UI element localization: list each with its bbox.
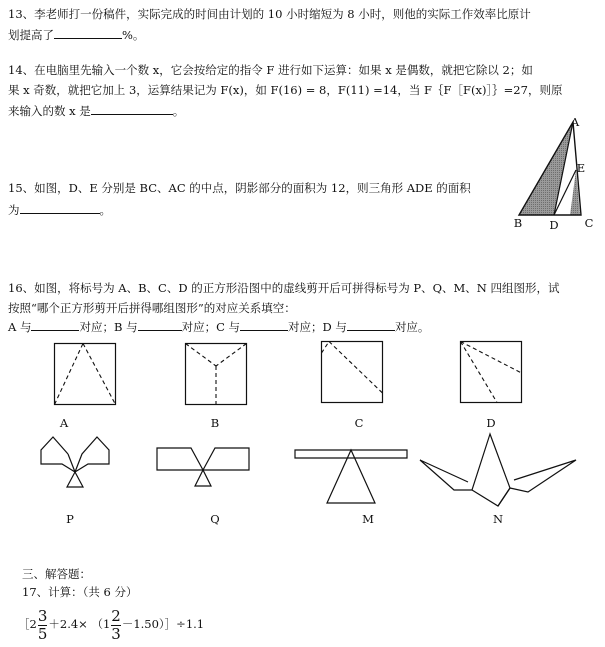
section3-heading: 三、解答题： (22, 567, 91, 581)
q17-title: 17、计算：（共 6 分） (22, 585, 138, 599)
q17-f2-den: 3 (111, 624, 121, 643)
q16-label-b: B (210, 416, 220, 430)
q14-line3-suffix: 。 (172, 104, 185, 118)
q17-f1-num: 3 (37, 606, 48, 625)
q16-shape-p (38, 434, 138, 494)
q16-label-d: D (486, 416, 496, 430)
q16-line2: 按照“哪个正方形剪开后拼得哪组图形”的对应关系填空： (8, 301, 296, 315)
q14-answer-blank[interactable] (91, 103, 173, 115)
q16-square-c (321, 341, 383, 403)
q16-label-n: N (492, 512, 504, 526)
q17-fraction-2 (111, 606, 121, 643)
q15-label-e: E (576, 161, 586, 175)
q15-line2-prefix: 为 (8, 203, 20, 217)
q16-fill-e: 对应。 (394, 320, 430, 334)
q16-label-c: C (354, 416, 364, 430)
q17-expr-open: ［2 (18, 617, 37, 631)
q14-line3-prefix: 来输入的数 x 是 (8, 104, 91, 118)
q16-label-a: A (59, 416, 69, 430)
q16-blank-a[interactable] (31, 319, 79, 331)
q17-f2-num: 2 (111, 606, 121, 625)
q17-expr-mid: ＋2.4× （1 (48, 617, 111, 631)
q16-blank-d[interactable] (347, 319, 395, 331)
q15-label-a: A (570, 115, 580, 129)
q16-fill-b: 对应；B 与 (79, 320, 138, 334)
q13-line2 (8, 27, 144, 43)
q15-answer-blank[interactable] (20, 202, 100, 214)
q15-label-c: C (584, 216, 594, 230)
q13-line2-suffix: %。 (122, 28, 145, 42)
q15-line2-suffix: 。 (99, 203, 111, 217)
q16-fill-c: 对应；C 与 (181, 320, 241, 334)
q13-answer-blank[interactable] (54, 27, 122, 39)
q16-blank-c[interactable] (240, 319, 288, 331)
q16-label-m: M (362, 512, 374, 526)
q16-line1: 16、如图，将标号为 A、B、C、D 的正方形沿图中的虚线剪开后可拼得标号为 P、Q、M、N 四组图形，试 (8, 281, 560, 295)
q16-fill-a: A 与 (8, 320, 32, 334)
q14-line3 (8, 103, 184, 119)
q16-square-d (460, 341, 522, 403)
q17-f1-den: 5 (37, 624, 48, 643)
q15-line1: 15、如图，D、E 分别是 BC、AC 的中点，阴影部分的面积为 12，则三角形 ADE 的面积 (8, 181, 471, 195)
q16-square-b (185, 343, 247, 405)
q16-blank-b[interactable] (138, 319, 182, 331)
q13-line2-prefix: 划提高了 (8, 28, 54, 42)
q16-label-p: P (66, 512, 74, 526)
q16-square-a (54, 343, 116, 405)
q13-line1: 13、李老师打一份稿件，实际完成的时间由计划的 10 小时缩短为 8 小时，则他的实际工作效率比原计 (8, 7, 531, 21)
q16-fill-d: 对应；D 与 (288, 320, 347, 334)
q17-expression (18, 606, 204, 646)
q15-label-d: D (549, 218, 559, 232)
q14-line2: 果 x 奇数，就把它加上 3，运算结果记为 F(x)，如 F(16) = 8，F(11) =14，当 F｛F［F(x)］｝=27，则原 (8, 83, 563, 97)
q17-fraction-1 (37, 606, 48, 643)
q16-shape-q (155, 446, 255, 491)
q15-line2 (8, 202, 111, 218)
q16-fill-line (8, 319, 429, 335)
q17-expr-tail: －1.50）］÷1.1 (121, 617, 205, 631)
q14-line1: 14、在电脑里先输入一个数 x，它会按给定的指令 F 进行如下运算：如果 x 是偶数，就把它除以 2；如 (8, 63, 533, 77)
q16-label-q: Q (210, 512, 220, 526)
q16-shape-m (293, 448, 418, 508)
q16-shape-n (418, 432, 578, 512)
q15-label-b: B (513, 216, 523, 230)
